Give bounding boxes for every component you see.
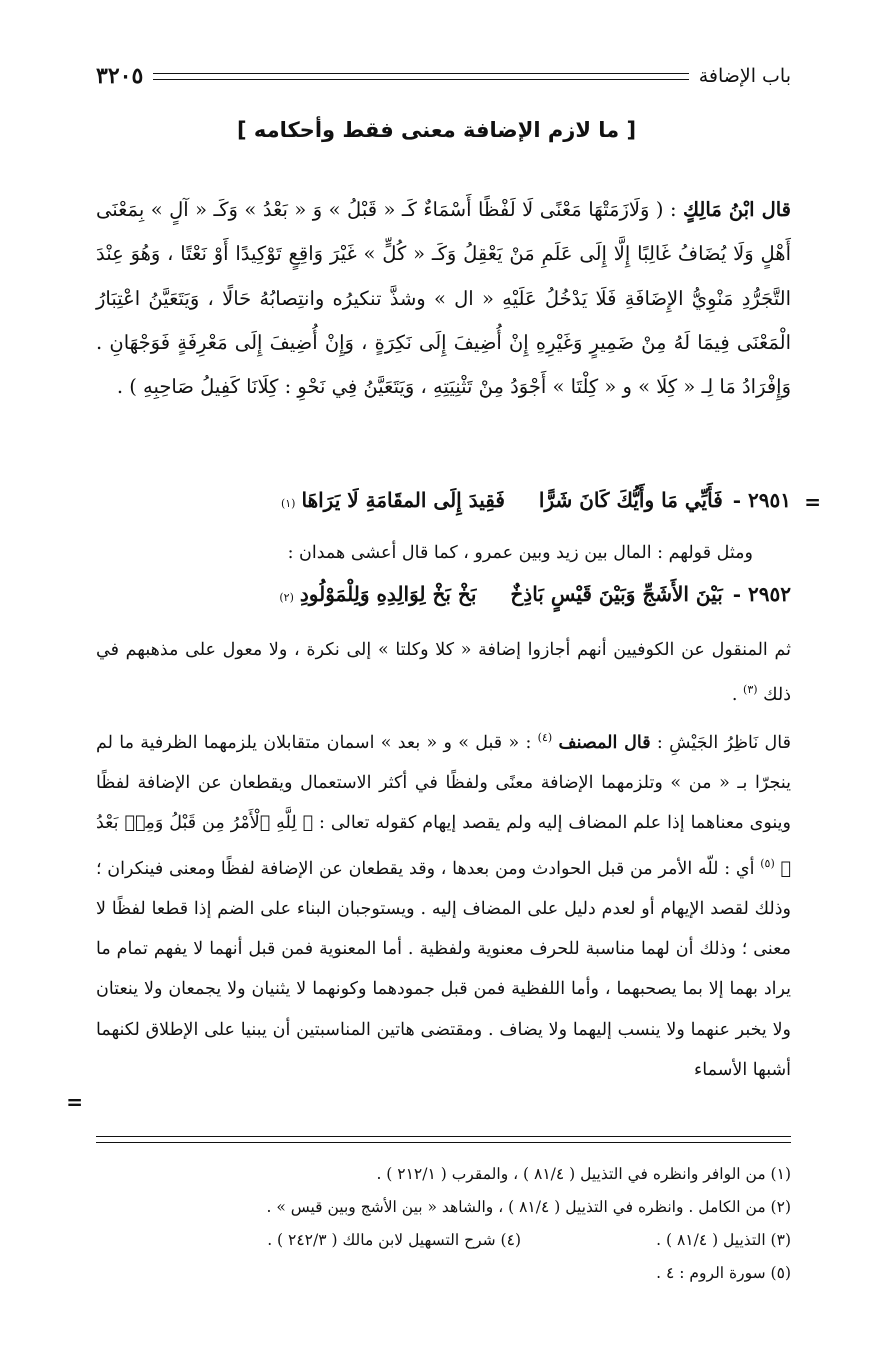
commentary-colon: :: [650, 732, 670, 753]
verse-footnote-ref: (٢): [279, 591, 294, 604]
footnote-2: (٢) من الكامل . وانظره في التذييل ( ٨١/٤ ) ، والشاهد « بين الأشج وبين قيس » .: [266, 1198, 791, 1216]
matn-text: : ( وَلَازَمَتْهَا مَعْنًى لَا لَفْظًا أَسْمَاءٌ كَـ « قَبْلُ » وَ « بَعْدُ » وَكَـ « آلٍ » بِمَعْنَى أَهْلٍ وَلَا يُضَافُ غَالِبًا إِلَّا إِلَى عَلَمِ مَنْ يَعْقِلُ وَكَـ « كُلٍّ » غَيْرَ وَاقِعٍ تَوْكِيدًا أَوْ نَعْتًا ، وَهُوَ عِنْدَ التَّجَرُّدِ مَنْوِيُّ الإِضَافَةِ فَلَا يَدْخُلُ عَلَيْهِ « ال » وشذَّ تنكيرُه وانتِصابُهُ حَالًا ، وَيَتَعَيَّنُ اعْتِبَارُ الْمَعْنَى فِيمَا لَهُ مِنْ ضَمِيرٍ وَغَيْرِهِ إِنْ أُضِيفَ إِلَى نَكِرَةٍ ، وَإِنْ أُضِيفَ إِلَى مَعْرِفَةٍ فَوَجْهَانِ . وَإِفْرَادُ مَا لِـ « كِلَا » و « كِلْتَا » أَجْوَدُ مِنْ تَثْنِيَتِهِ ، وَيَتَعَيَّنُ فِي نَحْوِ : كِلَانَا كَفِيلُ صَاحِبِهِ ) .: [96, 198, 791, 399]
kufan-paragraph: [96, 630, 791, 715]
verse-number: ٢٩٥١ -: [732, 488, 791, 512]
footnote-ref-4: (٤): [537, 731, 553, 744]
footnote-4: (٤) شرح التسهيل لابن مالك ( ٢٤٢/٣ ) .: [267, 1231, 521, 1249]
footnotes: [96, 1158, 791, 1290]
continuation-mark-commentary: =: [66, 1090, 83, 1114]
commentary-author-label: قال نَاظِرُ الجَيْشِ: [669, 732, 791, 753]
verse-second-hemistich: فَقِيدَ إِلَى المقَامَةِ لَا يَرَاهَا: [301, 488, 505, 512]
footnote-ref-3: (٣): [743, 683, 758, 696]
verse-number: ٢٩٥٢ -: [732, 582, 791, 606]
running-header: [96, 60, 791, 92]
footnote-5: (٥) سورة الروم : ٤ .: [656, 1264, 791, 1282]
running-title: باب الإضافة: [698, 65, 791, 87]
kufan-text: ثم المنقول عن الكوفيين أنهم أجازوا إضافة « كلا وكلتا » إلى نكرة ، ولا معول على مذهبهم في ذلك: [96, 640, 791, 705]
musannif-label: قال المصنف: [558, 732, 651, 753]
commentary-paragraph: [96, 718, 791, 1090]
matn-author-label: قال ابْنُ مَالِكٍ: [683, 198, 791, 221]
section-title: [ ما لازم الإضافة معنى فقط وأحكامه ]: [236, 118, 637, 142]
footnote-row-3-4: [96, 1224, 791, 1257]
verse-first-hemistich: بَيْنَ الأَشَجِّ وَبَيْنَ قَيْسٍ بَاذِخٌ: [510, 582, 723, 606]
header-rule: [153, 73, 688, 80]
verse-second-hemistich: بَخْ بَخْ لِوَالِدِهِ وَلِلْمَوْلُودِ: [299, 582, 477, 606]
footnote-3: (٣) التذييل ( ٨١/٤ ) .: [656, 1231, 791, 1249]
commentary-text-1: : « قبل » و « بعد » اسمان متقابلان يلزمهما الظرفية ما لم ينجرّا بـ « من » وتلزمهما الإضافة معنًى ولفظًا في أكثر الاستعمال ويقطعان عن الإضافة لفظًا وينوى معناهما إذا علم المضاف إليه ولم يقصد إيهام كقوله تعالى : ﴿ لِلَّهِ ٱلْأَمْرُ مِن قَبْلُ وَمِنۢ بَعْدُ ﴾: [96, 732, 791, 879]
footnote-ref-5: (٥): [760, 856, 775, 870]
commentary-text-2: أي : للّه الأمر من قبل الحوادث ومن بعدها ، وقد يقطعان عن الإضافة لفظًا ومعنى فينكران ؛ وذلك لقصد الإيهام أو لعدم دليل على المضاف إليه . ويستوجبان البناء على الضم إذا قطعا لفظًا لا معنى ؛ وذلك أن لهما مناسبة للحرف معنوية ولفظية . أما المعنوية فمن قبل أنهما لا يفهم تمام ما يراد بهما إلا بما يصحبهما ، وأما اللفظية فمن قبل جمودهما وكونهما لا يثنيان ولا يجمعان ولا ينعتان ولا يخبر عنهما ولا ينسب إليهما ولا يضاف . ومقتضى هاتين المناسبتين أن يبنيا على الإطلاق لكنهما أشبها الأسماء: [96, 858, 791, 1081]
footnote-1: (١) من الوافر وانظره في التذييل ( ٨١/٤ ) ، والمقرب ( ٢١٢/١ ) .: [376, 1165, 791, 1183]
verse-2951: [96, 488, 791, 512]
verse-first-hemistich: فَأَيِّي مَا وأَيُّكَ كَانَ شَرًّا: [538, 488, 723, 512]
between-verses-line: ومثل قولهم : المال بين زيد وبين عمرو ، كما قال أعشى همدان :: [287, 543, 753, 563]
verse-footnote-ref: (١): [280, 497, 296, 510]
page-number: ٣٢٠٥: [96, 63, 144, 89]
footnote-rule: [96, 1136, 791, 1143]
continuation-mark-verse: =: [804, 490, 821, 514]
kufan-end: .: [731, 684, 744, 705]
matn-paragraph: [96, 188, 791, 409]
verse-2952: [96, 582, 791, 606]
